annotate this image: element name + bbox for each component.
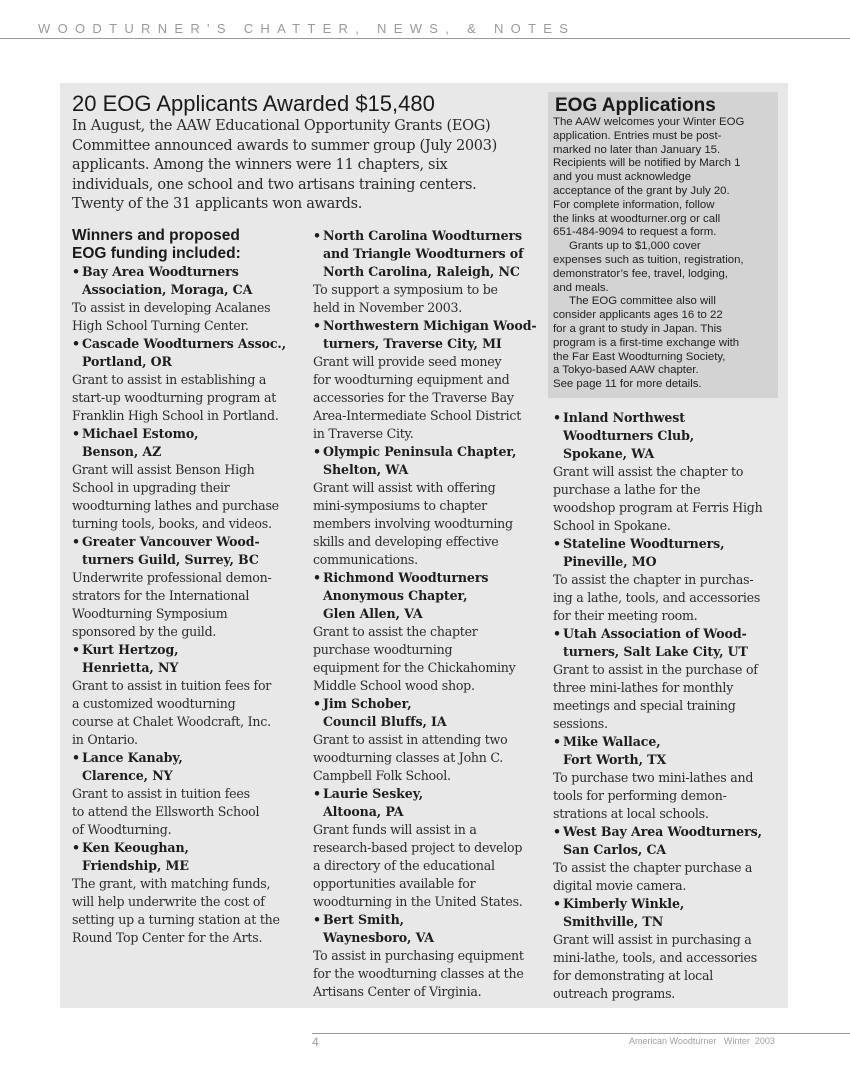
article-headline: 20 EOG Applicants Awarded $15,480: [72, 91, 435, 116]
recipient-name-text: Ken Keoughan,: [82, 840, 189, 855]
sidebar-line: The AAW welcomes your Winter EOG: [553, 116, 745, 128]
grant-description-line: in Ontario.: [72, 732, 138, 747]
recipient-name-text: Clarence, NY: [82, 768, 173, 783]
grant-description-line: To assist in developing Acalanes: [72, 300, 271, 315]
bullet-icon: •: [553, 410, 561, 425]
grant-entry: [313, 227, 549, 317]
grant-description-line: To assist in purchasing equipment: [313, 948, 524, 963]
recipient-name-text: Utah Association of Wood-: [563, 626, 747, 641]
grant-description-line: Grant to assist in tuition fees: [72, 786, 250, 801]
bullet-icon: •: [313, 786, 321, 801]
grant-description-line: Underwrite professional demon-: [72, 570, 272, 585]
intro-line: Committee announced awards to summer group (July 2003): [72, 137, 498, 154]
grant-description-line: in Traverse City.: [313, 426, 414, 441]
grant-description-line: Grant funds will assist in a: [313, 822, 477, 837]
recipient-name-text: Spokane, WA: [563, 446, 655, 461]
recipient-name-line: [553, 895, 789, 913]
grant-description-line: a customized woodturning: [72, 696, 236, 711]
grant-description-line: To support a symposium to be: [313, 282, 498, 297]
recipient-name-text: Kimberly Winkle,: [563, 896, 685, 911]
recipient-name-line: [553, 427, 789, 445]
recipient-name-line: [553, 751, 789, 769]
sidebar-line: acceptance of the grant by July 20.: [553, 184, 730, 197]
recipient-name-text: Mike Wallace,: [563, 734, 661, 749]
grant-description-line: ing a lathe, tools, and accessories: [553, 590, 761, 605]
recipient-name-line: [313, 911, 549, 929]
sidebar-line: 651-484-9094 to request a form.: [553, 226, 717, 239]
recipient-name-text: Smithville, TN: [563, 914, 664, 929]
grant-description-line: Round Top Center for the Arts.: [72, 930, 263, 945]
column-1: [72, 263, 308, 947]
recipient-name-text: San Carlos, CA: [563, 842, 667, 857]
sidebar-line: and you must acknowledge: [553, 171, 692, 184]
recipient-name-line: [72, 353, 308, 371]
header-rule: [0, 38, 850, 39]
recipient-name-line: [553, 535, 789, 553]
running-header: WOODTURNER'S CHATTER, NEWS, & NOTES: [38, 21, 576, 36]
bullet-icon: •: [553, 734, 561, 749]
recipient-name-text: Woodturners Club,: [563, 428, 695, 443]
grant-description-line: of Woodturning.: [72, 822, 172, 837]
grant-description-line: three mini-lathes for monthly: [553, 680, 734, 695]
grant-description-line: Grant will assist with offering: [313, 480, 496, 495]
grant-description-line: woodturning classes at John C.: [313, 750, 504, 765]
grant-description-line: for demonstrating at local: [553, 968, 714, 983]
article-intro: [72, 117, 542, 215]
recipient-name-line: [313, 317, 549, 335]
grant-entry: [553, 823, 789, 895]
grant-description-line: skills and developing effective: [313, 534, 499, 549]
intro-line: Twenty of the 31 applicants won awards.: [72, 196, 363, 212]
recipient-name-text: West Bay Area Woodturners,: [563, 824, 762, 839]
bullet-icon: •: [313, 444, 321, 459]
recipient-name-line: [553, 913, 789, 931]
grant-description-line: tools for performing demon-: [553, 788, 727, 803]
recipient-name-line: [72, 659, 308, 677]
bullet-icon: •: [553, 824, 561, 839]
grant-description-line: mini-lathe, tools, and accessories: [553, 950, 757, 965]
bullet-icon: •: [72, 534, 80, 549]
grant-entry: [553, 625, 789, 733]
grant-description-line: equipment for the Chickahominy: [313, 660, 516, 675]
recipient-name-line: [72, 335, 308, 353]
sidebar-body: [553, 116, 778, 392]
recipient-name-text: Lance Kanaby,: [82, 750, 183, 765]
grant-description-line: School in Spokane.: [553, 518, 671, 533]
grant-description-line: research-based project to develop: [313, 840, 523, 855]
grant-entry: [553, 409, 789, 535]
recipient-name-text: Michael Estomo,: [82, 426, 199, 441]
sidebar-title: EOG Applications: [555, 95, 716, 116]
grant-description-line: Franklin High School in Portland.: [72, 408, 279, 423]
recipient-name-line: [313, 443, 549, 461]
sidebar-line: a Tokyo-based AAW chapter.: [553, 364, 699, 377]
grant-entry: [72, 533, 308, 641]
recipient-name-text: Greater Vancouver Wood-: [82, 534, 260, 549]
grant-description-line: strations at local schools.: [553, 806, 709, 821]
recipient-name-line: [72, 641, 308, 659]
grant-description-line: turning tools, books, and videos.: [72, 516, 272, 531]
grant-description-line: Grant will assist Benson High: [72, 462, 255, 477]
sidebar-line: Recipients will be notified by March 1: [553, 157, 741, 170]
grant-description-line: sponsored by the guild.: [72, 624, 217, 639]
grant-description-line: Middle School wood shop.: [313, 678, 475, 693]
recipient-name-text: Altoona, PA: [323, 804, 404, 819]
grant-entry: [72, 263, 308, 335]
recipient-name-text: turners Guild, Surrey, BC: [82, 552, 259, 567]
grant-description-line: setting up a turning station at the: [72, 912, 280, 927]
page-number: 4: [312, 1035, 319, 1049]
winners-heading-line: EOG funding included:: [72, 245, 241, 262]
sidebar-line: See page 11 for more details.: [553, 378, 702, 391]
bullet-icon: •: [72, 426, 80, 441]
intro-line: applicants. Among the winners were 11 chapters, six: [72, 157, 448, 173]
grant-description-line: Grant will assist in purchasing a: [553, 932, 752, 947]
recipient-name-text: turners, Salt Lake City, UT: [563, 644, 748, 659]
recipient-name-line: [72, 551, 308, 569]
column-3: [553, 409, 789, 1003]
intro-line: individuals, one school and two artisans training centers.: [72, 176, 477, 193]
recipient-name-line: [553, 823, 789, 841]
recipient-name-line: [553, 409, 789, 427]
recipient-name-line: [313, 929, 549, 947]
recipient-name-text: Henrietta, NY: [82, 660, 179, 675]
grant-entry: [313, 911, 549, 1001]
recipient-name-text: Association, Moraga, CA: [82, 282, 253, 297]
grant-description-line: communications.: [313, 552, 418, 567]
grant-description-line: To assist the chapter purchase a: [553, 860, 753, 875]
grant-description-line: High School Turning Center.: [72, 318, 249, 333]
sidebar-line: For complete information, follow: [553, 198, 715, 211]
bullet-icon: •: [72, 642, 80, 657]
grant-description-line: strators for the International: [72, 588, 250, 603]
recipient-name-text: Olympic Peninsula Chapter,: [323, 444, 517, 459]
recipient-name-line: [313, 227, 549, 245]
sidebar-line: The EOG committee also will: [569, 295, 716, 308]
bullet-icon: •: [313, 318, 321, 333]
bullet-icon: •: [313, 696, 321, 711]
grant-entry: [72, 839, 308, 947]
footer-rule: [312, 1033, 850, 1034]
grant-description-line: a directory of the educational: [313, 858, 495, 873]
recipient-name-text: Cascade Woodturners Assoc.,: [82, 336, 287, 351]
recipient-name-line: [313, 461, 549, 479]
grant-description-line: Campbell Folk School.: [313, 768, 451, 783]
recipient-name-text: North Carolina, Raleigh, NC: [323, 264, 520, 279]
grant-description-line: for their meeting room.: [553, 608, 698, 623]
grant-description-line: Grant will provide seed money: [313, 354, 502, 369]
grant-entry: [553, 895, 789, 1003]
recipient-name-line: [72, 749, 308, 767]
recipient-name-text: Anonymous Chapter,: [323, 588, 468, 603]
bullet-icon: •: [72, 336, 80, 351]
recipient-name-line: [72, 857, 308, 875]
sidebar-line: consider applicants ages 16 to 22: [553, 309, 723, 322]
recipient-name-text: Shelton, WA: [323, 462, 409, 477]
grant-description-line: Grant to assist in attending two: [313, 732, 508, 747]
recipient-name-text: Kurt Hertzog,: [82, 642, 179, 657]
recipient-name-line: [313, 335, 549, 353]
bullet-icon: •: [313, 570, 321, 585]
grant-entry: [313, 695, 549, 785]
recipient-name-text: Northwestern Michigan Wood-: [323, 318, 537, 333]
recipient-name-line: [72, 263, 308, 281]
grant-description-line: Grant to assist in establishing a: [72, 372, 267, 387]
recipient-name-line: [553, 625, 789, 643]
recipient-name-line: [313, 587, 549, 605]
grant-description-line: Woodturning Symposium: [72, 606, 228, 621]
recipient-name-line: [72, 533, 308, 551]
recipient-name-line: [553, 841, 789, 859]
recipient-name-line: [72, 425, 308, 443]
winners-heading: [72, 227, 241, 263]
recipient-name-text: Pineville, MO: [563, 554, 657, 569]
grant-description-line: meetings and special training: [553, 698, 736, 713]
sidebar-line: demonstrator’s fee, travel, lodging,: [553, 267, 728, 280]
grant-description-line: to attend the Ellsworth School: [72, 804, 260, 819]
recipient-name-text: North Carolina Woodturners: [323, 228, 523, 243]
grant-description-line: Grant to assist in tuition fees for: [72, 678, 272, 693]
bullet-icon: •: [72, 264, 80, 279]
recipient-name-text: Bert Smith,: [323, 912, 404, 927]
grant-entry: [313, 317, 549, 443]
grant-entry: [313, 569, 549, 695]
grant-description-line: sessions.: [553, 716, 608, 731]
recipient-name-text: Glen Allen, VA: [323, 606, 423, 621]
sidebar-line: marked no later than January 15.: [553, 143, 721, 156]
recipient-name-text: and Triangle Woodturners of: [323, 246, 524, 261]
grant-description-line: woodturning in the United States.: [313, 894, 523, 909]
grant-description-line: course at Chalet Woodcraft, Inc.: [72, 714, 271, 729]
grant-description-line: will help underwrite the cost of: [72, 894, 265, 909]
grant-description-line: Grant to assist the chapter: [313, 624, 478, 639]
recipient-name-text: Council Bluffs, IA: [323, 714, 447, 729]
sidebar-line: for a grant to study in Japan. This: [553, 322, 722, 335]
recipient-name-line: [313, 605, 549, 623]
sidebar-line: expenses such as tuition, registration,: [553, 253, 744, 266]
sidebar-line: program is a first-time exchange with: [553, 336, 740, 349]
recipient-name-text: Benson, AZ: [82, 444, 162, 459]
grant-description-line: accessories for the Traverse Bay: [313, 390, 514, 405]
grant-description-line: School in upgrading their: [72, 480, 230, 495]
grant-entry: [553, 733, 789, 823]
recipient-name-text: Stateline Woodturners,: [563, 536, 725, 551]
grant-description-line: start-up woodturning program at: [72, 390, 277, 405]
recipient-name-text: Portland, OR: [82, 354, 172, 369]
grant-description-line: opportunities available for: [313, 876, 476, 891]
recipient-name-line: [553, 643, 789, 661]
grant-description-line: Grant to assist in the purchase of: [553, 662, 758, 677]
grant-description-line: Grant will assist the chapter to: [553, 464, 744, 479]
recipient-name-text: Laurie Seskey,: [323, 786, 424, 801]
grant-description-line: purchase woodturning: [313, 642, 453, 657]
grant-description-line: for the woodturning classes at the: [313, 966, 524, 981]
grant-description-line: outreach programs.: [553, 986, 676, 1001]
grant-description-line: purchase a lathe for the: [553, 482, 701, 497]
grant-description-line: To purchase two mini-lathes and: [553, 770, 754, 785]
publication-info: American Woodturner Winter 2003: [629, 1036, 775, 1046]
recipient-name-line: [313, 569, 549, 587]
recipient-name-text: Waynesboro, VA: [323, 930, 434, 945]
grant-entry: [72, 425, 308, 533]
bullet-icon: •: [313, 912, 321, 927]
grant-entry: [72, 749, 308, 839]
recipient-name-line: [313, 245, 549, 263]
sidebar-line: and meals.: [553, 281, 609, 294]
recipient-name-text: Jim Schober,: [323, 696, 412, 711]
recipient-name-text: Fort Worth, TX: [563, 752, 667, 767]
grant-description-line: woodshop program at Ferris High: [553, 500, 763, 515]
recipient-name-line: [72, 443, 308, 461]
recipient-name-line: [72, 767, 308, 785]
bullet-icon: •: [72, 750, 80, 765]
grant-entry: [313, 785, 549, 911]
recipient-name-line: [313, 713, 549, 731]
grant-description-line: mini-symposiums to chapter: [313, 498, 487, 513]
grant-description-line: for woodturning equipment and: [313, 372, 510, 387]
grant-description-line: Artisans Center of Virginia.: [313, 984, 482, 999]
recipient-name-line: [313, 695, 549, 713]
grant-description-line: Area-Intermediate School District: [313, 408, 522, 423]
bullet-icon: •: [72, 840, 80, 855]
recipient-name-line: [72, 839, 308, 857]
winners-heading-line: Winners and proposed: [72, 227, 240, 244]
grant-description-line: held in November 2003.: [313, 300, 463, 315]
recipient-name-line: [72, 281, 308, 299]
grant-entry: [313, 443, 549, 569]
bullet-icon: •: [553, 536, 561, 551]
column-2: [313, 227, 549, 1001]
intro-line: In August, the AAW Educational Opportunity Grants (EOG): [72, 118, 491, 134]
recipient-name-text: turners, Traverse City, MI: [323, 336, 502, 351]
recipient-name-line: [553, 733, 789, 751]
sidebar-line: Grants up to $1,000 cover: [569, 240, 701, 253]
grant-description-line: To assist the chapter in purchas-: [553, 572, 754, 587]
recipient-name-text: Bay Area Woodturners: [82, 264, 239, 279]
sidebar-line: the Far East Woodturning Society,: [553, 350, 726, 363]
recipient-name-line: [313, 803, 549, 821]
grant-description-line: The grant, with matching funds,: [72, 876, 271, 891]
bullet-icon: •: [553, 896, 561, 911]
recipient-name-line: [553, 553, 789, 571]
recipient-name-line: [553, 445, 789, 463]
recipient-name-line: [313, 785, 549, 803]
grant-entry: [72, 641, 308, 749]
bullet-icon: •: [313, 228, 321, 243]
recipient-name-text: Richmond Woodturners: [323, 570, 489, 585]
sidebar-line: application. Entries must be post-: [553, 129, 722, 142]
recipient-name-text: Friendship, ME: [82, 858, 189, 873]
sidebar-line: the links at woodturner.org or call: [553, 212, 721, 225]
recipient-name-line: [313, 263, 549, 281]
grant-description-line: members involving woodturning: [313, 516, 513, 531]
grant-entry: [553, 535, 789, 625]
grant-entry: [72, 335, 308, 425]
recipient-name-text: Inland Northwest: [563, 410, 686, 425]
grant-description-line: woodturning lathes and purchase: [72, 498, 279, 513]
bullet-icon: •: [553, 626, 561, 641]
grant-description-line: digital movie camera.: [553, 878, 687, 893]
